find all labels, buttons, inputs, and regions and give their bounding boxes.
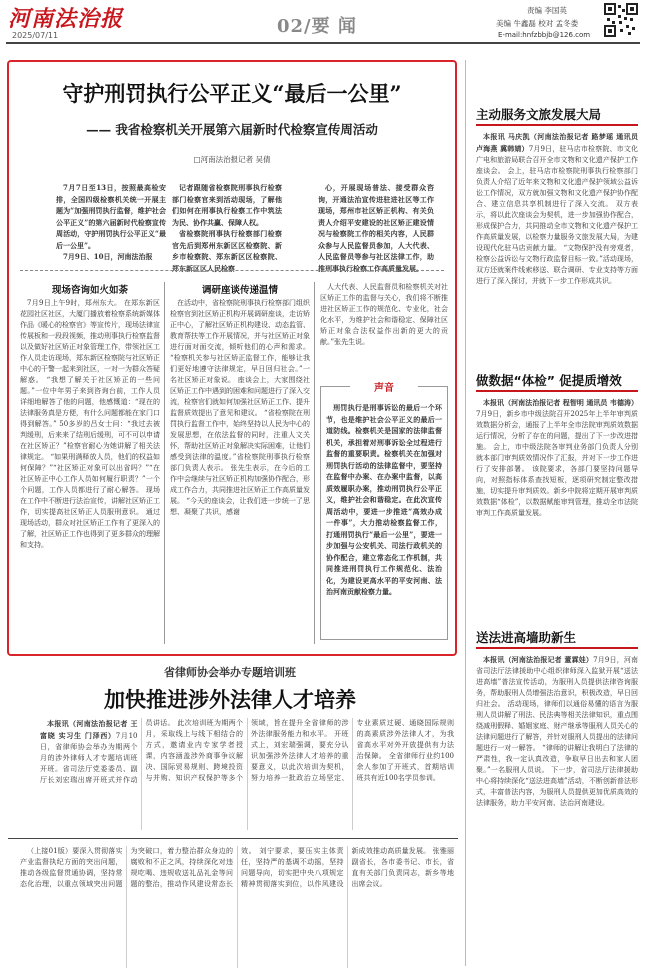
lead-intro-left-p1: 7月7日至13日，按照最高检安排，全国四级检察机关统一开展主题为“加强刑罚执行监督，维护社会公平正义”的第六届新时代检察宣传周活动，守护刑罚执行公平正义“最后一公里”。 — [56, 183, 166, 250]
bottom-body: 7月10日，省律师协会举办为期两个月的涉外律师人才专题培训班开班。省司法厅党委委员、副厅长刘宏瑞出席开班式并作动员讲话。 此次培训班为期两个月，采取线上与线下相结合的方式，邀请业内专家学者授课，内容涵盖涉外商事争议解决、国际贸易规则、跨境投资与并购、知识产权保护等多个领域，旨在提升全省律师的涉外法律服务能力和水平。 开班式上，刘宏瑞强调，要充分认识加强涉外法律人才培养的重要意义，以此次培训为契机，努力培养一批政治立场坚定、专业素质过硬、通晓国际规则的高素质涉外法律人才，为我省高水平对外开放提供有力法治保障。 全省律师行业约100余人参加了开班式，首期培训班共有近100名学员参训。 — [40, 719, 454, 784]
bottom-rule — [8, 838, 458, 839]
bottom-kicker: 省律师协会举办专题培训班 — [164, 666, 296, 679]
page-label: 02/要 闻 — [277, 16, 357, 37]
side3-text — [476, 654, 638, 968]
masthead-logo: 河南法治报 — [8, 6, 124, 32]
voice-text — [326, 402, 442, 632]
lead-intro-left-p2: 7月9日、10日，河南法治报 — [63, 252, 153, 261]
side1-byline: 本报讯 马庆凯（河南法治报记者 路梦瑶 通讯员 卢海燕 冀韩婧） — [476, 132, 638, 153]
lead-intro-mid — [172, 182, 282, 273]
lead-intro-right — [318, 182, 434, 273]
side2-title: 做数据“体检” 促提质增效 — [476, 373, 622, 388]
editor-email: E-mail:hnfzbbjb@126.com — [498, 31, 591, 39]
side1-body: 7月9日，驻马店市检察院、市文化广电和旅游局联合召开全市文物和文化遗产保护工作座谈会。 会上，驻马店市检察院刑事执行检察部门负责人介绍了近年来文物和文化遗产保护领域公益诉讼工作情况，双方就加强文物和文化遗产保护协作配合、建立信息共享机制进行了深入交流。 双方表示，将以此次座谈会为契机，进一步加强协作配合，形成保护合力，共同推动全市文物和文化遗产保护工作高质量发展，以检察力量服务文旅发展大局，为建设现代化驻马店贡献力量。 “文物保护没有旁观者，检察公益诉讼与文物行政监督目标一致。”活动现场，双方还就案件线索移送、联合调研、专业支持等方面进行了深入探讨，并就下一步工作形成共识。 — [476, 145, 638, 285]
side1-p — [476, 131, 638, 287]
lead-title: 守护刑罚执行公平正义“最后一公里” — [62, 81, 402, 106]
side1-title: 主动服务文旅发展大局 — [476, 107, 602, 122]
lead-col2-p: 在活动中，省检察院刑事执行检察部门组织检察官到社区矫正机构开展调研座谈，走访矫正中心，了解社区矫正机构建设、动态监管、教育帮扶等工作开展情况，并与社区矫正对象进行面对面交流，倾听他们的心声和需求。 “检察机关参与社区矫正监督工作，能够让我们更好地遵守法律规定，早日回归社会。”一名社区矫正对象说。 座谈会上，大家围绕社区矫正工作中遇到的困难和问题进行了深入交流，检察官们就如何加强社区矫正工作、提升监督质效提出了意见和建议。 “省检察院在刑罚执行监督工作中，始终坚持以人民为中心的发展思想，在依法监督的同时，注重人文关怀，帮助社区矫正对象解决实际困难，让他们感受到法律的温度。”省检察院刑事执行检察部门负责人表示。 张先生表示，在今后的工作中会继续与社区矫正机构加强协作配合，形成工作合力，共同推进社区矫正工作高质量发展。 “今天的座谈会，让我们进一步统一了思想、凝聚了共识，感谢 — [170, 299, 310, 516]
voice-p: 刑罚执行是刑事诉讼的最后一个环节，也是维护社会公平正义的最后一道防线。检察机关是国家的法律监督机关，承担着对刑事诉讼全过程进行监督的重要职责。检察机关在加强对刑罚执行活动的法律监督中，要坚持在监督中办案、在办案中监督，以高质效履职办案，推动刑罚执行公平正义，维护社会和谐稳定。在此次宣传周活动中，要进一步推进“高效办成一件事”，大力推动检察监督工作，打通刑罚执行“最后一公里”，要进一步加强与公安机关、司法行政机关的协作配合，建立常态化工作机制，共同推进刑罚执行工作规范化、法治化，为建设更高水平的平安河南、法治河南贡献检察力量。 — [326, 403, 442, 596]
side2-body: 7月9日，新乡市中级法院召开2025年上半年审判质效数据分析会，通报了上半年全市法院审判质效数据运行情况，分析了存在的问题，提出了下一步改进措施。 会上，市中级法院各审判业务部门负责人分别就本部门审判质效情况作了汇报，并对下一步工作进行了安排部署。 该院要求，各部门要坚持问题导向，对照指标体系查找短板，逐项研究制定整改措施，切实提升审判质效。新乡中院将定期开展审判质效数据“体检”，以数据赋能审判管理，推动全市法院审判工作高质量发展。 — [476, 410, 638, 517]
editor-line-1: 责编 李国英 — [527, 6, 567, 15]
side2-p — [476, 397, 638, 519]
bottom-p — [40, 718, 454, 786]
lead-subtitle: —— 我省检察机关开展第六届新时代检察宣传周活动 — [86, 122, 378, 137]
side3-title: 送法进高墙助新生 — [476, 630, 577, 645]
lead-col2-text — [170, 298, 310, 643]
lead-col3-text — [320, 282, 448, 378]
lead-intro-right-p: 心，开展现场普法、接受群众咨询，开通法治宣传进驻进社区等工作现场，郑州市社区矫正机构、有关负责人介绍平安建设的社区矫正建设情况与检察院工作的相关内容，人民群众参与人民监督员参加，人大代表、人民监督员等参与社区法律工作，助推刑事执行检察工作高质量发展。 — [318, 183, 434, 273]
lead-col-divider-1 — [164, 282, 165, 644]
jump-p: （上接01版）要深入贯彻落实产业监督执纪方面的突出问题，推动各级监督贯通协调，坚持常态化治理，以重点领域突出问题为突破口，着力整治群众身边的腐败和不正之风，持续深化对违规吃喝、违规收送礼品礼金等问题的整治，推动作风建设常态长效。 刘宁要求，要压实主体责任，坚持严的基调不动摇，坚持问题导向，切实把中央八项规定精神贯彻落实到位，以作风建设新成效推动高质量发展。 张雅丽副省长，各市委书记、市长，省直有关部门负责同志，新乡等地出席会议。 — [20, 847, 454, 888]
bottom-title: 加快推进涉外法律人才培养 — [104, 687, 356, 712]
bottom-text — [40, 718, 454, 830]
side3-rule — [476, 647, 638, 649]
masthead-date: 2025/07/11 — [12, 31, 59, 40]
side2-rule — [476, 390, 638, 392]
editor-line-2: 美编 牛鑫磊 校对 孟冬娄 — [496, 19, 579, 28]
sidebar-divider — [465, 60, 466, 966]
lead-intro-mid-p2: 省检察院刑事执行检察部门检察官先后到郑州东新区区检察院、新乡市检察院、郑东新区区检察院、郑东新区区人民检察 — [172, 229, 282, 273]
side2-byline: 本报讯（河南法治报记者 程智明 通讯员 韦德涛） — [483, 398, 638, 407]
lead-col3-p: 人大代表、人民监督员和检察机关对社区矫正工作的监督与关心，我们将不断推进社区矫正工作的规范化、专业化，社会化水平，为维护社会和谐稳定、保障社区矫正对象合法权益作出新的更大的贡献。”张先生说。 — [320, 283, 448, 346]
lead-intro-divider — [20, 270, 444, 271]
masthead-rule — [6, 42, 640, 44]
side2-text — [476, 397, 638, 617]
side3-p — [476, 654, 638, 809]
bottom-byline: 本报讯（河南法治报记者 王富晓 实习生 门泽西） — [40, 719, 138, 740]
lead-col1-heading: 现场咨询如火如荼 — [51, 285, 128, 296]
jump-text — [20, 846, 454, 968]
side1-text — [476, 131, 638, 339]
side3-body: 7月9日，河南省司法厅法律援助中心组织律师深入监狱开展“送法进高墙”普法宣传活动，为服刑人员提供法律咨询服务，帮助服刑人员增强法治意识，积极改造，早日回归社会。 活动现场，律师们以通俗易懂的语言为服刑人员讲解了刑法、民法典等相关法律知识，重点围绕减刑假释、婚姻家庭、财产继承等服刑人员关心的法律问题进行了解答，并针对服刑人员提出的法律问题进行一对一解答。 “律师的讲解让我明白了法律的严肃性，我一定认真改造，争取早日出去和家人团聚。”一名服刑人员说。 下一步，省司法厅法律援助中心将持续深化“送法进高墙”活动，不断创新普法形式，丰富普法内容，为服刑人员提供更加优质高效的法律服务，助力平安河南、法治河南建设。 — [476, 656, 638, 807]
voice-heading: 声音 — [350, 380, 418, 398]
lead-col-divider-2 — [314, 282, 315, 644]
lead-col1-text — [20, 298, 160, 643]
qr-code-icon — [604, 3, 638, 37]
side1-rule — [476, 124, 638, 126]
lead-col1-p: 7月9日上午9时，郑州东大。 在郑东新区花园社区社区，大厦门播放着检察系统新媒体作品《暖心的检察官》等宣传片，现场法律宣传展板和一段段视频，推动刑事执行检察监督以及做好社区矫正对象管理工作，带领社区工作人员走访现场，郑东新区检察院与社区矫正中心的干警一起来到社区，一对一为群众答疑解惑。 “我想了解关于社区矫正的一些问题。”一位中年男子来到咨询台前，工作人员详细地解答了他的问题，他感慨道：“现在的法律服务真是方便，有什么问题都能在家门口得到解答。” 50多岁的吕女士问：“我过去被判缓刑，后来来了结刑后缓刑，可不可以申请在社区矫正？”检察官耐心为她讲解了相关法律规定。 “如果刑满释放人员，他们的权益如何保障？”“社区矫正对象可以出省吗？”“在社区矫正中心工作人员如何履行职责？”一个个问题，工作人员都进行了耐心解答。 现场在工作中不断进行法治宣传，讲解社区矫正工作，切实提高社区矫正人员服刑意识。 通过现场活动，群众对社区矫正工作有了更深入的了解，社区矫正工作也得到了更多群众的理解和支持。 — [20, 299, 160, 549]
lead-byline: □河南法治报记者 吴倩 — [193, 155, 271, 164]
lead-col2-heading: 调研座谈传递温情 — [201, 285, 278, 296]
lead-intro-left — [56, 182, 166, 262]
side3-byline: 本报讯（河南法治报记者 董霖娃） — [483, 655, 594, 664]
lead-intro-mid-p1: 记者跟随省检察院刑事执行检察部门检察官来到活动现场，了解他们如何在刑事执行检察工作中筑法为民、协作共赢、保障人权。 — [172, 183, 282, 227]
